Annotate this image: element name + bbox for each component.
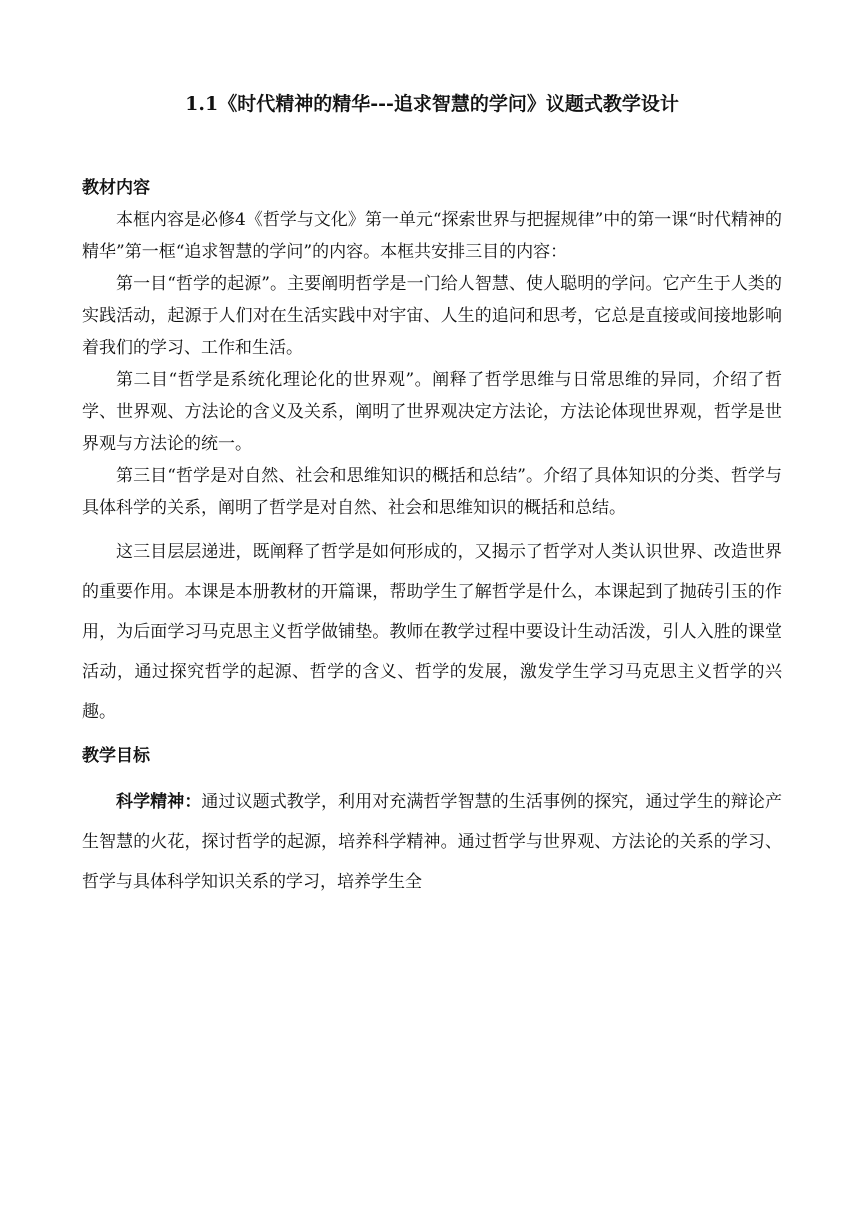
section-textbook-content xyxy=(82,172,782,732)
paragraph-summary: 这三目层层递进，既阐释了哲学是如何形成的，又揭示了哲学对人类认识世界、改造世界的重要作用。本课是本册教材的开篇课，帮助学生了解哲学是什么，本课起到了抛砖引玉的作用，为后面学习马克思主义哲学做铺垫。教师在教学过程中要设计生动活泼，引人入胜的课堂活动，通过探究哲学的起源、哲学的含义、哲学的发展，激发学生学习马克思主义哲学的兴趣。 xyxy=(82,542,782,722)
paragraph-scientific-spirit xyxy=(82,782,782,902)
paragraph-overview: 本框内容是必修4《哲学与文化》第一单元“探索世界与把握规律”中的第一课“时代精神的精华”第一框“追求智慧的学问”的内容。本框共安排三目的内容： xyxy=(82,210,782,262)
paragraph-item-two: 第二目“哲学是系统化理论化的世界观”。阐释了哲学思维与日常思维的异同，介绍了哲学、世界观、方法论的含义及关系，阐明了世界观决定方法论，方法论体现世界观，哲学是世界观与方法论的统一。 xyxy=(82,370,782,454)
document-title: 1.1《时代精神的精华---追求智慧的学问》议题式教学设计 xyxy=(185,93,679,115)
scientific-spirit-text: 通过议题式教学，利用对充满哲学智慧的生活事例的探究，通过学生的辩论产生智慧的火花，探讨哲学的起源，培养科学精神。通过哲学与世界观、方法论的关系的学习、哲学与具体科学知识关系的学习，培养学生全 xyxy=(82,792,783,892)
section-teaching-goals xyxy=(82,740,782,902)
scientific-spirit-label: 科学精神： xyxy=(116,792,202,812)
section-heading-textbook-content: 教材内容 xyxy=(82,178,150,198)
document-page xyxy=(82,88,782,902)
paragraph-item-one: 第一目“哲学的起源”。主要阐明哲学是一门给人智慧、使人聪明的学问。它产生于人类的实践活动，起源于人们对在生活实践中对宇宙、人生的追问和思考，它总是直接或间接地影响着我们的学习、工作和生活。 xyxy=(82,274,782,358)
section-heading-teaching-goals: 教学目标 xyxy=(82,746,150,766)
paragraph-item-three: 第三目“哲学是对自然、社会和思维知识的概括和总结”。介绍了具体知识的分类、哲学与具体科学的关系，阐明了哲学是对自然、社会和思维知识的概括和总结。 xyxy=(82,466,782,518)
